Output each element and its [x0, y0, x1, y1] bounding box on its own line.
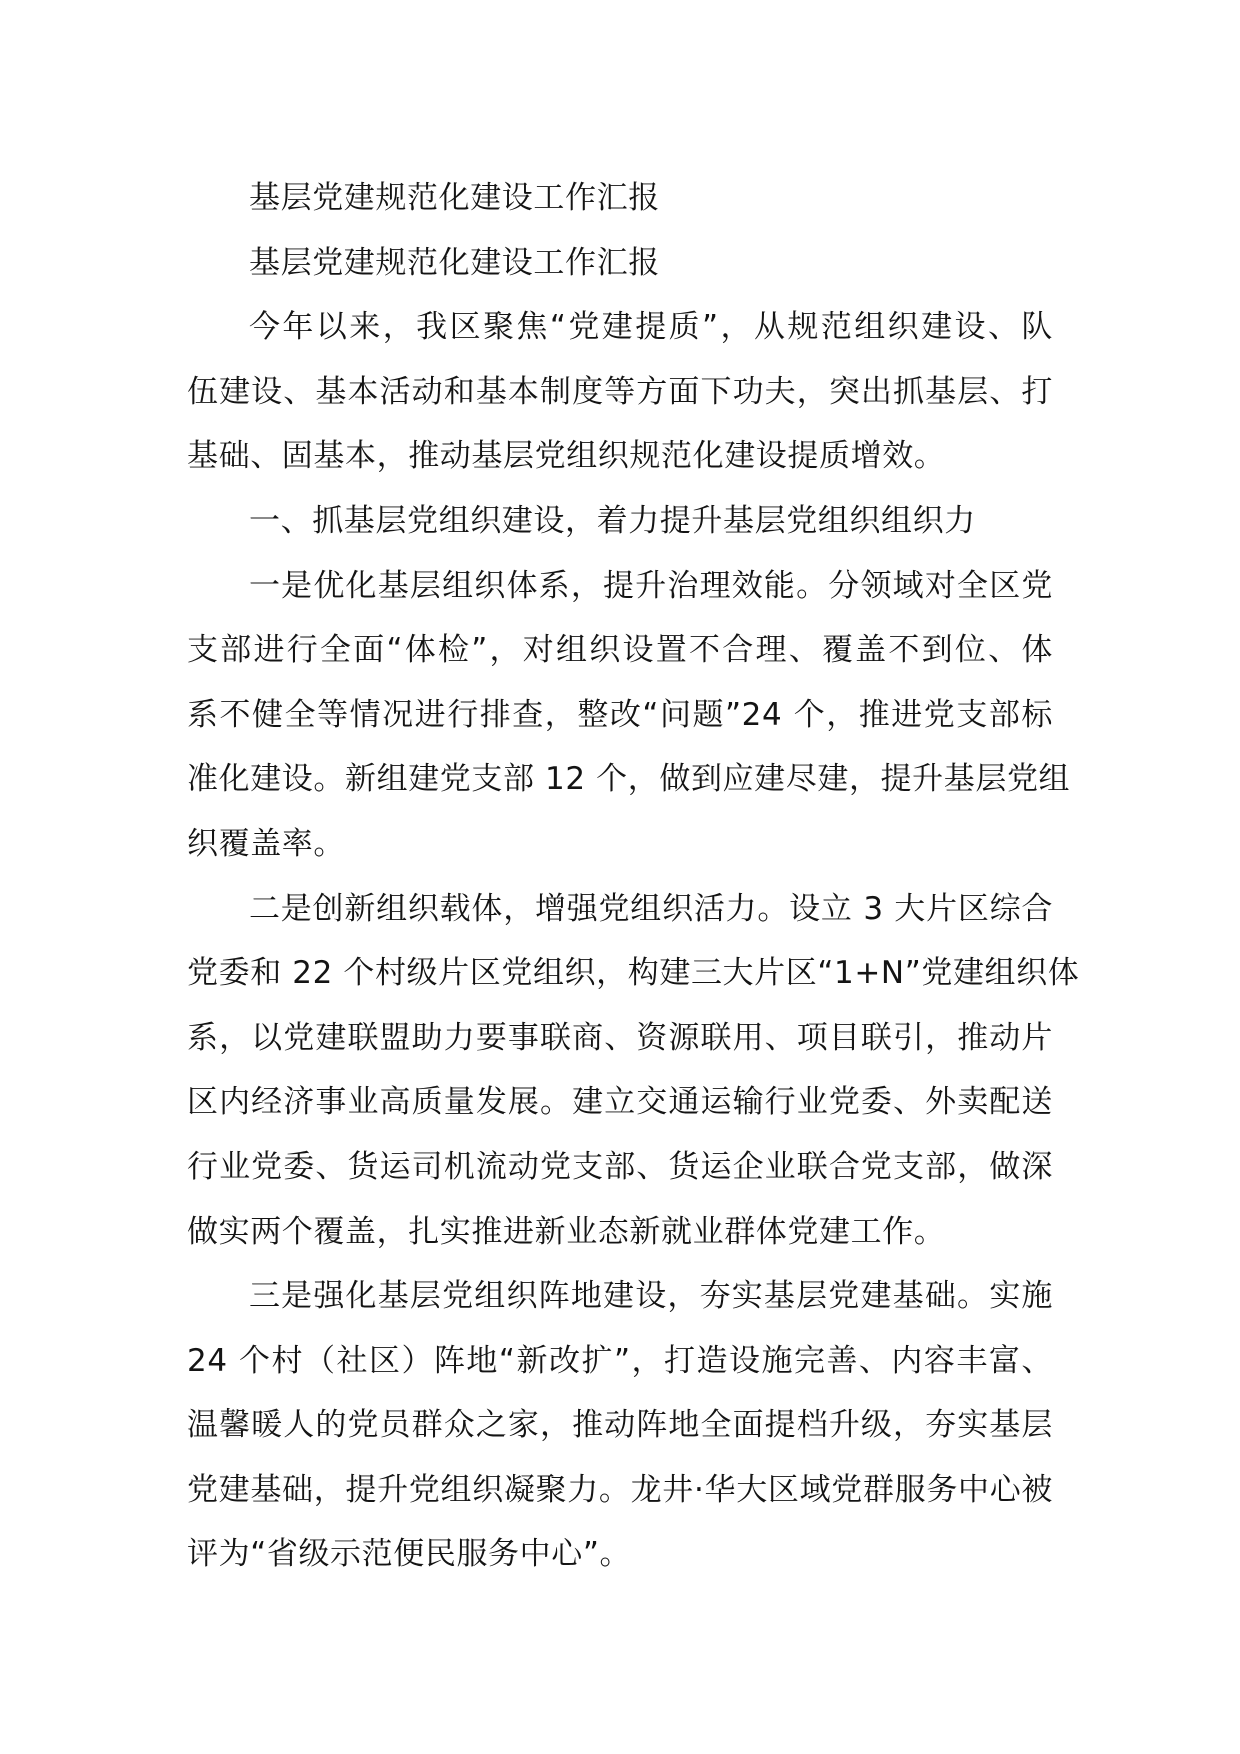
paragraph-line: 准化建设。新组建党支部 12 个，做到应建尽建，提升基层党组	[187, 761, 1071, 798]
paragraph-line: 二是创新组织载体，增强党组织活力。设立 3 大片区综合	[249, 890, 1053, 927]
paragraph-line: 评为“省级示范便民服务中心”。	[187, 1536, 632, 1573]
paragraph-line: 温馨暖人的党员群众之家，推动阵地全面提档升级，夯实基层	[187, 1407, 1053, 1444]
paragraph-line: 基础、固基本，推动基层党组织规范化建设提质增效。	[187, 438, 946, 475]
paragraph-line: 支部进行全面“体检”，对组织设置不合理、覆盖不到位、体	[187, 632, 1053, 669]
item-3-paragraph	[187, 1264, 1053, 1587]
paragraph-line: 三是强化基层党组织阵地建设，夯实基层党建基础。实施	[249, 1278, 1053, 1315]
paragraph-line: 做实两个覆盖，扎实推进新业态新就业群体党建工作。	[187, 1213, 946, 1250]
paragraph-line: 织覆盖率。	[187, 825, 345, 862]
paragraph-line: 系不健全等情况进行排查，整改“问题”24 个，推进党支部标	[187, 696, 1053, 733]
item-2-paragraph	[187, 877, 1080, 1265]
document-title: 基层党建规范化建设工作汇报	[249, 180, 660, 216]
paragraph-line: 伍建设、基本活动和基本制度等方面下功夫，突出抓基层、打	[187, 373, 1053, 410]
paragraph-line: 一是优化基层组织体系，提升治理效能。分领域对全区党	[249, 567, 1053, 604]
section-heading: 一、抓基层党组织建设，着力提升基层党组织组织力	[249, 502, 976, 539]
document-body	[187, 166, 1080, 1587]
paragraph-line: 党建基础，提升党组织凝聚力。龙井·华大区域党群服务中心被	[187, 1471, 1053, 1508]
paragraph-line: 行业党委、货运司机流动党支部、货运企业联合党支部，做深	[187, 1148, 1053, 1185]
paragraph-line: 24 个村（社区）阵地“新改扩”，打造设施完善、内容丰富、	[187, 1342, 1053, 1379]
item-1-paragraph	[187, 554, 1071, 877]
paragraph-line: 党委和 22 个村级片区党组织，构建三大片区“1+N”党建组织体	[187, 955, 1080, 992]
paragraph-line: 区内经济事业高质量发展。建立交通运输行业党委、外卖配送	[187, 1084, 1053, 1121]
intro-paragraph	[187, 295, 1053, 489]
paragraph-line: 今年以来，我区聚焦“党建提质”，从规范组织建设、队	[249, 309, 1053, 346]
document-title-repeat: 基层党建规范化建设工作汇报	[249, 244, 660, 281]
paragraph-line: 系，以党建联盟助力要事联商、资源联用、项目联引，推动片	[187, 1019, 1053, 1056]
